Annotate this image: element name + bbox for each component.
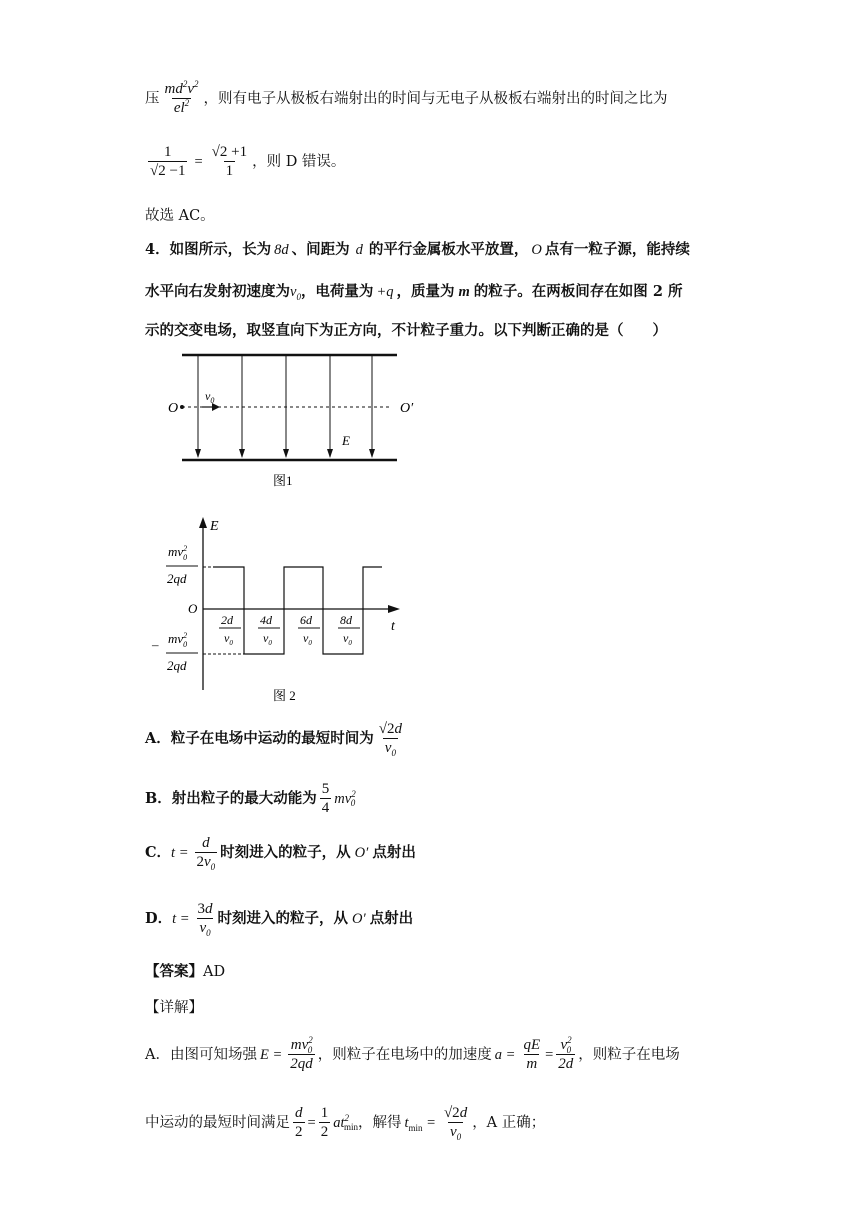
explanation-line-2: 中运动的最短时间满足 $\frac{d}{2}$ = $\frac{1}{2}$ $at^2_{min}$ ，解得 $t_{min}$ = $\frac{√2d}{v_0}$ ，A 正确； — [145, 1105, 546, 1142]
tick-6d-v0 — [298, 613, 320, 647]
text: 的平行金属板水平放置， — [368, 241, 529, 258]
field-arrowheads — [195, 449, 375, 458]
fraction-md2v2-over-el2: $\frac{md^2v^2}{el^2}$ — [164, 79, 199, 116]
text: A．由图可知场强 — [145, 1046, 257, 1063]
continuation-line-2: $\frac{1}{√2 -1}$ = $\frac{√2 +1}{1}$ ，则 D 错误。 — [150, 144, 346, 179]
explanation-line-1: A．由图可知场强 E = $\frac{mv^2_0}{2qd}$ ，则粒子在电场中的加速度 a = $\frac{qE}{m}$ = $\frac{v^2_0}{2d}$ ，则粒子在电场 — [145, 1035, 680, 1072]
conclusion-text: 故选 AC。 — [145, 208, 215, 224]
text: ，则有电子从极板右端射出的时间与无电子从极板右端射出的时间之比为 — [203, 90, 668, 107]
svg-text:2d: 2d — [221, 613, 233, 627]
text: 的粒子。在两板间存在如图 2 所 — [473, 283, 683, 300]
fraction-sqrt2d-over-v0: $\frac{√2d}{v_0}$ — [378, 721, 402, 758]
option-text: 射出粒子的最大动能为 — [171, 789, 317, 807]
text: ，解得 — [357, 1114, 402, 1131]
fraction-v02-over-2d: $\frac{v^2_0}{2d}$ — [558, 1035, 574, 1072]
text: ，电荷量为 — [300, 283, 374, 300]
option-text: 粒子在电场中运动的最短时间为 — [170, 729, 374, 747]
fraction-ratio-right: $\frac{√2 +1}{1}$ — [211, 144, 248, 179]
svg-text:–: – — [152, 637, 159, 652]
tick-2d-v0 — [219, 613, 241, 647]
svg-text:2qd: 2qd — [167, 658, 187, 673]
svg-text:v0: $v_0$ — [343, 631, 352, 647]
top-level-label — [166, 544, 198, 586]
svg-text:2qd: 2qd — [167, 571, 187, 586]
label-E: E — [342, 433, 350, 448]
figure-1-caption: 图1 — [273, 473, 293, 488]
text: ，则粒子在电场中的加速度 — [317, 1046, 492, 1063]
answer-line — [145, 962, 225, 982]
option-label: D． — [145, 909, 173, 927]
answer-value: AD — [203, 964, 226, 980]
option-text-tail: 点射出 — [372, 843, 416, 861]
option-A — [145, 720, 407, 757]
svg-text:6d: 6d — [300, 613, 312, 627]
figure-1 — [160, 345, 420, 495]
option-text: 时刻进入的粒子，从 — [217, 909, 349, 927]
text: 、间距为 — [291, 241, 350, 258]
question-line-2: 水平向右发射初速度为 $v_0$ ，电荷量为 +q ，质量为 m 的粒子。在两板间存在如图 2 所 — [145, 283, 683, 302]
fraction-3d-over-v0: $\frac{3d}{v_0}$ — [197, 901, 213, 938]
text: ，A 正确； — [472, 1114, 546, 1131]
axis-label-E: E — [210, 519, 219, 534]
fraction-ratio-left: $\frac{1}{√2 -1}$ — [150, 144, 186, 179]
fraction-qE-over-m: $\frac{qE}{m}$ — [523, 1037, 541, 1072]
svg-text:v0: $v_0$ — [303, 631, 312, 647]
tick-4d-v0 — [258, 613, 280, 647]
fraction-5-over-4: $\frac{5}{4}$ — [321, 781, 330, 816]
question-line-3: 示的交变电场，取竖直向下为正方向，不计粒子重力。以下判断正确的是（ ） — [145, 322, 667, 339]
figure-2 — [148, 512, 418, 707]
question-number: 4． — [145, 241, 170, 258]
origin-label: O — [188, 601, 198, 616]
text: 压 — [145, 90, 160, 107]
text: 点有一粒子源，能持续 — [544, 241, 690, 258]
option-label: C． — [145, 843, 172, 861]
label-O-prime: O′ — [400, 401, 414, 416]
particle-source-dot — [180, 405, 184, 409]
option-label: A． — [145, 729, 171, 747]
question-line-1: 4． 如图所示，长为 8d 、间距为 d 的平行金属板水平放置， O 点有一粒子源，能持续 — [145, 241, 690, 258]
text: 水平向右发射初速度为 — [145, 283, 290, 300]
option-B: B． 射出粒子的最大动能为 $\frac{5}{4}$ $mv^2_0$ — [145, 781, 356, 816]
continuation-line-1 — [145, 80, 668, 117]
fraction-1-over-2: $\frac{1}{2}$ — [320, 1105, 329, 1140]
fraction-d-over-2: $\frac{d}{2}$ — [295, 1105, 303, 1140]
option-text-tail: 点射出 — [369, 909, 414, 927]
text: ，则粒子在电场 — [578, 1046, 680, 1063]
svg-text:v0: $v_0$ — [224, 631, 233, 647]
text: ，则 D 错误。 — [252, 153, 346, 170]
svg-text:v0: $v_0$ — [263, 631, 272, 647]
label-v0: $v_0$ — [205, 389, 215, 405]
figure-2-caption: 图 2 — [273, 688, 296, 703]
svg-text:mv20: $mv^2$ 0 — [168, 631, 188, 649]
fraction-d-over-2v0: $\frac{d}{2v_0}$ — [196, 835, 216, 872]
tick-labels — [219, 613, 360, 647]
text: 中运动的最短时间满足 — [145, 1114, 290, 1131]
bottom-level-label — [151, 631, 198, 673]
option-C: C． t = $\frac{d}{2v_0}$ 时刻进入的粒子，从 O′ 点射出 — [145, 835, 416, 872]
svg-text:mv20: $mv^2$ 0 — [168, 544, 188, 562]
tick-8d-v0 — [338, 613, 360, 647]
detail-label: 【详解】 — [145, 1000, 203, 1016]
fraction-sqrt2d-over-v0-result: $\frac{√2d}{v_0}$ — [443, 1105, 468, 1142]
text: ，质量为 — [396, 283, 455, 300]
option-label: B． — [145, 789, 172, 807]
answer-label: 【答案】 — [145, 963, 203, 980]
text: 如图所示，长为 — [169, 241, 272, 258]
axis-label-t: t — [391, 619, 395, 634]
svg-text:4d: 4d — [260, 613, 272, 627]
option-D: D． t = $\frac{3d}{v_0}$ 时刻进入的粒子，从 O′ 点射出 — [145, 901, 414, 938]
label-O: O — [168, 401, 179, 416]
fraction-mv02-over-2qd: $\frac{mv^2_0}{2qd}$ — [290, 1035, 313, 1072]
option-text: 时刻进入的粒子，从 — [220, 843, 351, 861]
svg-text:8d: 8d — [340, 613, 352, 627]
